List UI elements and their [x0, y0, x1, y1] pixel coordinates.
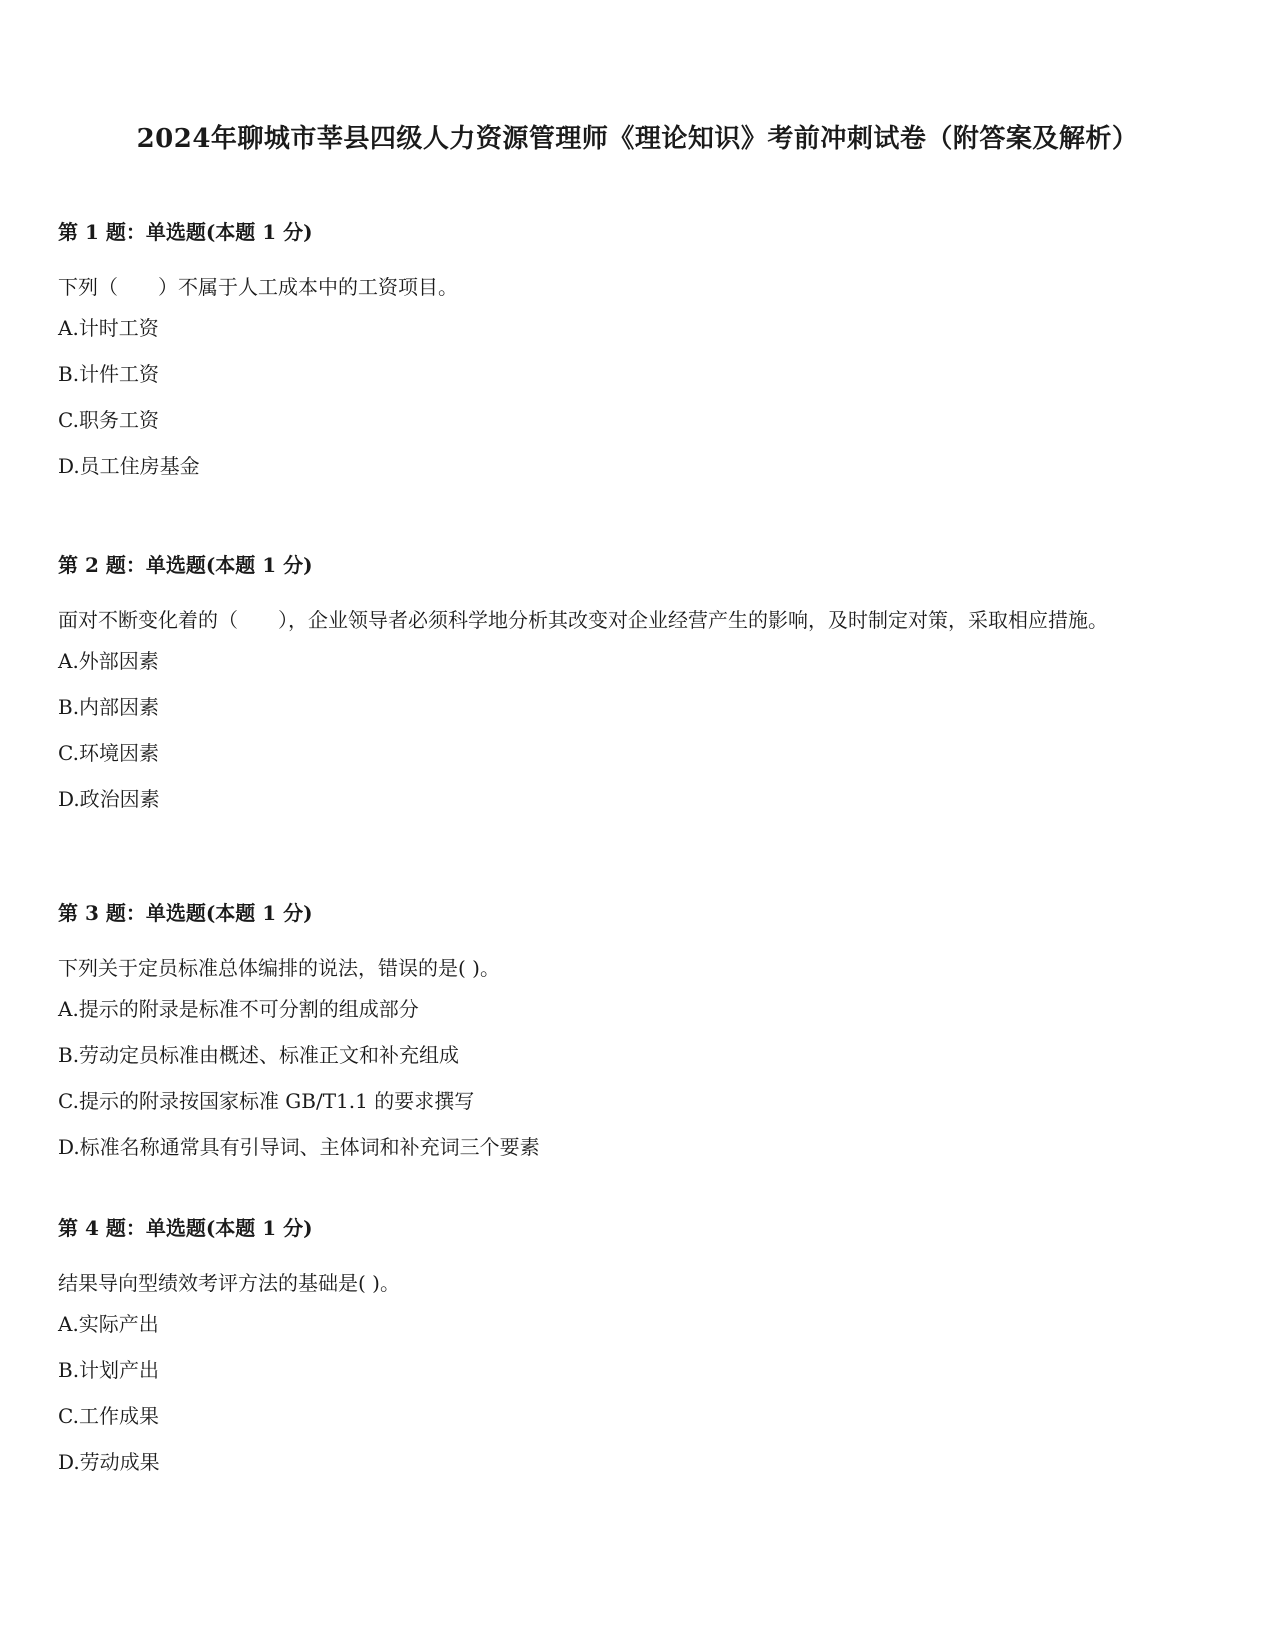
question-stem: 下列（ ）不属于人工成本中的工资项目。 — [58, 275, 458, 299]
option-list — [58, 647, 1218, 813]
option-c: C.职务工资 — [58, 408, 159, 432]
option-d: D.员工住房基金 — [58, 454, 200, 478]
document-title: 2024年聊城市莘县四级人力资源管理师《理论知识》考前冲刺试卷（附答案及解析） — [136, 124, 1139, 154]
question-heading: 第 1 题：单选题(本题 1 分) — [58, 220, 313, 244]
option-d: D.标准名称通常具有引导词、主体词和补充词三个要素 — [58, 1135, 540, 1159]
question-heading: 第 4 题：单选题(本题 1 分) — [58, 1216, 313, 1240]
option-d: D.劳动成果 — [58, 1450, 160, 1474]
option-b: B.计划产出 — [58, 1358, 160, 1382]
option-d: D.政治因素 — [58, 787, 160, 811]
option-list — [58, 1310, 1218, 1476]
question-stem: 下列关于定员标准总体编排的说法，错误的是( )。 — [58, 956, 500, 980]
question-3 — [58, 899, 1218, 1179]
question-stem: 面对不断变化着的（ ），企业领导者必须科学地分析其改变对企业经营产生的影响，及时制定对策，采取相应措施。 — [58, 608, 1108, 632]
option-b: B.劳动定员标准由概述、标准正文和补充组成 — [58, 1043, 460, 1067]
option-a: A.计时工资 — [58, 316, 159, 340]
question-4 — [58, 1214, 1218, 1494]
question-stem: 结果导向型绩效考评方法的基础是( )。 — [58, 1271, 400, 1295]
option-list — [58, 995, 1218, 1161]
question-1 — [58, 218, 1218, 498]
option-c: C.工作成果 — [58, 1404, 159, 1428]
question-heading: 第 3 题：单选题(本题 1 分) — [58, 901, 313, 925]
option-b: B.内部因素 — [58, 695, 160, 719]
option-c: C.环境因素 — [58, 741, 159, 765]
option-a: A.提示的附录是标准不可分割的组成部分 — [58, 997, 419, 1021]
question-heading: 第 2 题：单选题(本题 1 分) — [58, 553, 313, 577]
option-b: B.计件工资 — [58, 362, 160, 386]
option-list — [58, 314, 1218, 480]
question-2 — [58, 551, 1218, 831]
option-c: C.提示的附录按国家标准 GB/T1.1 的要求撰写 — [58, 1089, 475, 1113]
option-a: A.实际产出 — [58, 1312, 159, 1336]
option-a: A.外部因素 — [58, 649, 159, 673]
